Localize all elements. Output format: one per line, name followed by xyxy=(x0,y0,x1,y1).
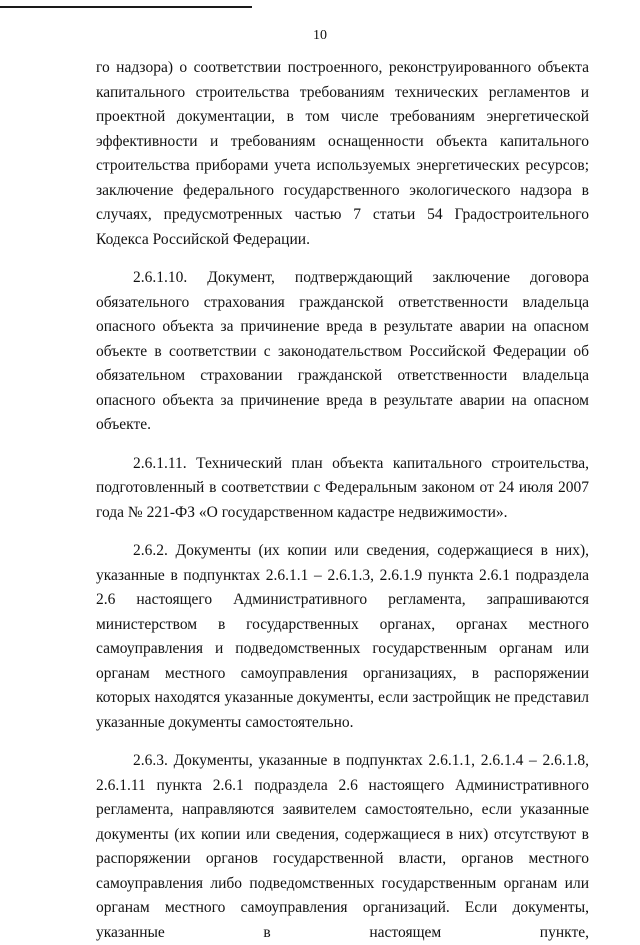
page-number: 10 xyxy=(313,28,327,43)
paragraph-2-6-2: 2.6.2. Документы (их копии или сведения, содержащиеся в них), указанные в подпунктах 2.6.1.1 – 2.6.1.3, 2.6.1.9 пункта 2.6.1 подраздела 2.6 настоящего Административного регламента, запрашиваются министерством в государственных органах, органах местного самоуправления и подведомственных государственным органам или органам местного самоуправления организациях, в распоряжении которых находятся указанные документы, если застройщик не представил указанные документы самостоятельно. xyxy=(96,542,589,731)
paragraph-2-6-3: 2.6.3. Документы, указанные в подпунктах 2.6.1.1, 2.6.1.4 – 2.6.1.8, 2.6.1.11 пункта 2.6.1 подраздела 2.6 настоящего Административного регламента, направляются заявителем самостоятельно, если указанные документы (их копии или сведения, содержащиеся в них) отсутствуют в распоряжении органов государственной власти, органов местного самоуправления либо подведомственных государственным органам или органам местного самоуправления организаций. Если документы, указанные в настоящем пункте, xyxy=(96,752,589,941)
document-body xyxy=(96,56,589,945)
paragraph-continuation: го надзора) о соответствии построенного, реконструированного объекта капитального строительства требованиям технических регламентов и проектной документации, в том числе требованиям энергетической эффективности и требованиям оснащенности объекта капитального строительства приборами учета используемых энергетических ресурсов; заключение федерального государственного экологического надзора в случаях, предусмотренных частью 7 статьи 54 Градостроительного Кодекса Российской Федерации. xyxy=(96,59,589,248)
header-rule xyxy=(0,6,252,8)
paragraph-2-6-1-10: 2.6.1.10. Документ, подтверждающий заключение договора обязательного страхования гражданской ответственности владельца опасного объекта за причинение вреда в результате аварии на опасном объекте в соответствии с законодательством Российской Федерации об обязательном страховании гражданской ответственности владельца опасного объекта за причинение вреда в результате аварии на опасном объекте. xyxy=(96,269,589,433)
paragraph-2-6-1-11: 2.6.1.11. Технический план объекта капитального строительства, подготовленный в соответствии с Федеральным законом от 24 июля 2007 года № 221-ФЗ «О государственном кадастре недвижимости». xyxy=(96,454,589,521)
